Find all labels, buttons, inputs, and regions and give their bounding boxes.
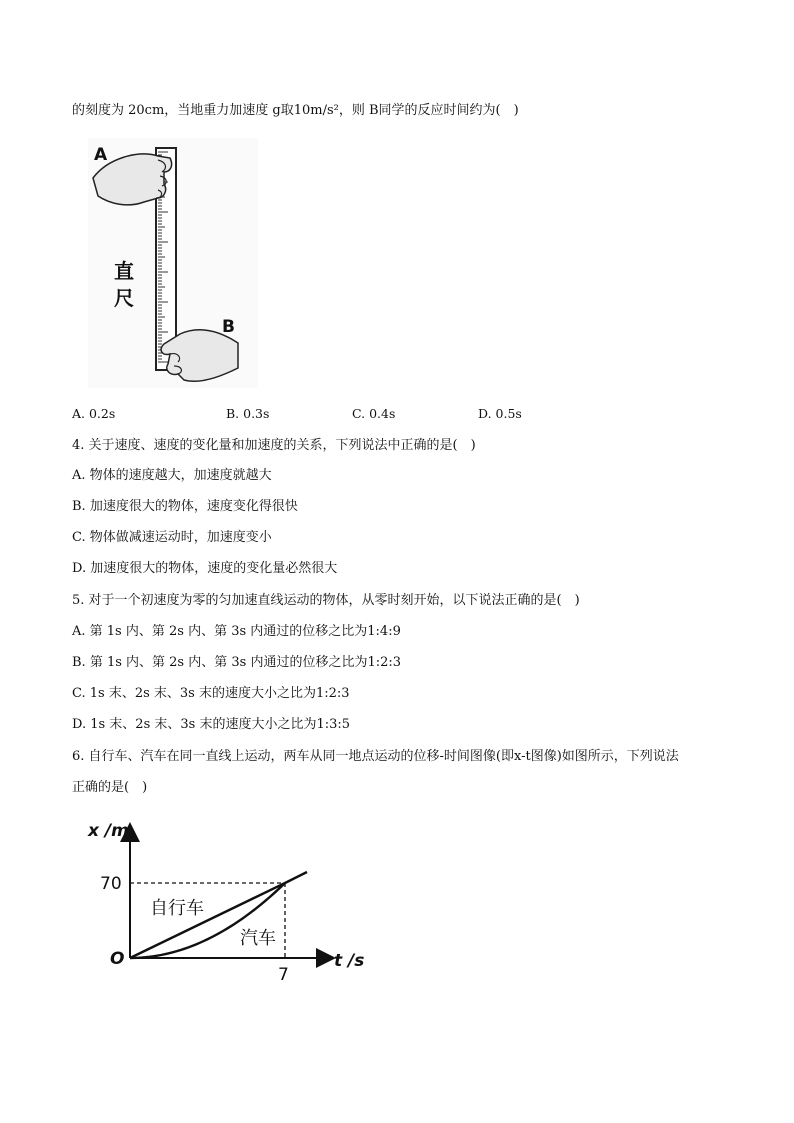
q5-option-c: C. 1s 末、2s 末、3s 末的速度大小之比为1:2:3 <box>72 686 350 701</box>
q6-stem-line2: 正确的是( ) <box>72 780 148 795</box>
q5-option-b: B. 第 1s 内、第 2s 内、第 3s 内通过的位移之比为1:2:3 <box>72 655 402 670</box>
q3-stem: 的刻度为 20cm，当地重力加速度 g取10m/s²，则 B同学的反应时间约为( ) <box>72 103 519 118</box>
bicycle-label: 自行车 <box>150 898 204 919</box>
q3-option-a: A. 0.2s <box>72 406 116 421</box>
q4-option-d: D. 加速度很大的物体，速度的变化量必然很大 <box>72 561 338 576</box>
ruler-figure <box>88 138 258 388</box>
q4-option-c: C. 物体做减速运动时，加速度变小 <box>72 530 272 545</box>
x-tick-7: 7 <box>278 965 289 985</box>
bicycle-line-extension <box>285 872 307 883</box>
ruler-label-2: 尺 <box>114 286 134 310</box>
label-a: A <box>94 145 108 165</box>
origin-label: O <box>110 949 125 969</box>
q5-option-a: A. 第 1s 内、第 2s 内、第 3s 内通过的位移之比为1:4:9 <box>72 624 401 639</box>
q3-option-c: C. 0.4s <box>352 406 396 421</box>
y-tick-70: 70 <box>100 874 122 894</box>
y-axis-label: x /m <box>88 821 129 841</box>
label-b: B <box>222 317 235 337</box>
q3-option-d: D. 0.5s <box>478 406 522 421</box>
q5-stem: 5. 对于一个初速度为零的匀加速直线运动的物体，从零时刻开始，以下说法正确的是( ) <box>72 593 580 608</box>
q4-option-b: B. 加速度很大的物体，速度变化得很快 <box>72 499 298 514</box>
ruler-label-1: 直 <box>114 259 134 283</box>
q4-stem: 4. 关于速度、速度的变化量和加速度的关系，下列说法中正确的是( ) <box>72 438 476 453</box>
q4-option-a: A. 物体的速度越大，加速度就越大 <box>72 468 272 483</box>
xt-graph <box>80 812 370 988</box>
q6-stem-line1: 6. 自行车、汽车在同一直线上运动，两车从同一地点运动的位移-时间图像(即x-t图像)如图所示，下列说法 <box>72 749 679 764</box>
q5-option-d: D. 1s 末、2s 末、3s 末的速度大小之比为1:3:5 <box>72 717 351 732</box>
car-label: 汽车 <box>240 928 276 949</box>
x-axis-label: t /s <box>334 951 365 971</box>
q3-option-b: B. 0.3s <box>226 406 270 421</box>
